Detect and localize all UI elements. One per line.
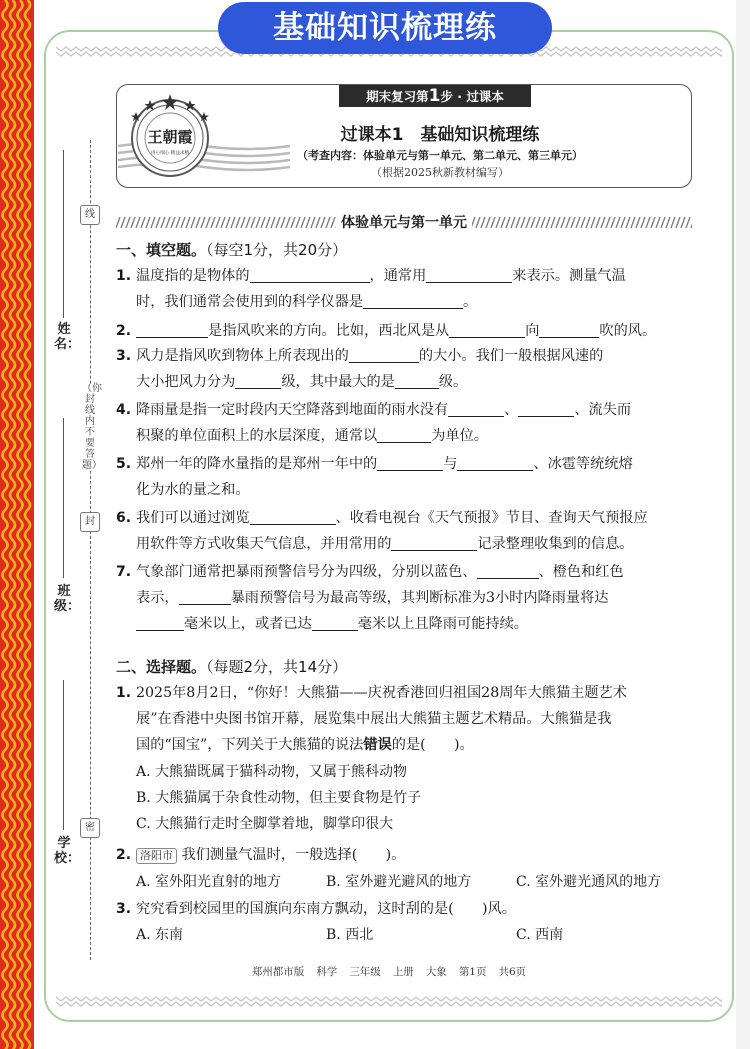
question-item (116, 397, 696, 449)
choice-option-row (136, 869, 696, 895)
answer-blank[interactable] (136, 614, 184, 631)
question-text-line: 郑州一年的降水量指的是郑州一年中的 与 、冰雹等统统熔 (136, 456, 633, 472)
question-text-line: 我们可以通过浏览 、收看电视台《天气预报》节目、查询天气预报应 (136, 510, 648, 526)
footer-item: 郑州都市版 (251, 966, 305, 978)
question-number: 1. (116, 268, 132, 284)
question-text-line: 风力是指风吹到物体上所表现出的 的大小。我们一般根据风速的 (136, 348, 604, 364)
binding-mark-line: 线 (80, 205, 100, 225)
choice-option[interactable]: B. 西北 (326, 927, 374, 943)
answer-blank[interactable] (426, 266, 512, 283)
unit-title: 体验单元与第一单元 (336, 214, 472, 232)
choice-option-row (136, 922, 696, 948)
footer-item: 上册 (392, 966, 414, 978)
question-text-line: 降雨量是指一定时段内天空降落到地面的雨水没有 、 、流失而 (136, 402, 632, 418)
section-fill-points: （每空1分，共20分） (206, 241, 348, 259)
binding-mark-secret: 密 (80, 818, 100, 838)
footer-item: 科学 (316, 966, 338, 978)
answer-blank[interactable] (457, 454, 533, 471)
question-item (116, 318, 696, 344)
question-item (116, 343, 696, 395)
answer-blank[interactable] (250, 508, 336, 525)
logo-wordmark: 王朝霞 (147, 128, 193, 146)
question-text-line: 用软件等方式收集天气信息，并用常用的 记录整理收集到的信息。 (136, 536, 634, 552)
question-number: 6. (116, 510, 132, 526)
class-label: 班级： (54, 584, 81, 614)
page-footer (44, 964, 734, 979)
answer-blank[interactable] (449, 321, 525, 338)
answer-blank[interactable] (136, 321, 208, 338)
answer-blank[interactable] (377, 426, 431, 443)
answer-blank[interactable] (391, 534, 477, 551)
question-text-line: 温度指的是物体的 ，通常用 来表示。测量气温 (136, 268, 626, 284)
logo-motto: 用心细心 精益求精 (150, 151, 190, 156)
tab-suffix: 步 · 过课本 (440, 89, 504, 104)
decorative-wave-strip (0, 0, 34, 1049)
section-fill-heading (116, 240, 347, 260)
name-label: 姓名： (54, 322, 81, 352)
exam-scope: （考查内容：体验单元与第一单元、第二单元、第三单元） (297, 149, 583, 162)
answer-blank[interactable] (518, 400, 574, 417)
answer-blank[interactable] (250, 266, 370, 283)
question-item (116, 680, 696, 758)
question-text-line: 2025年8月2日，“你好！大熊猫——庆祝香港回归祖国28周年大熊猫主题艺术 (136, 685, 627, 701)
footer-item: 大象 (425, 966, 447, 978)
choice-option[interactable]: C. 大熊猫行走时全脚掌着地，脚掌印很大 (136, 816, 394, 832)
binding-mark-seal: 封 (80, 512, 100, 532)
question-text-line: 展”在香港中央图书馆开幕，展览集中展出大熊猫主题艺术精品。大熊猫是我 (136, 711, 612, 727)
class-field-line[interactable] (63, 418, 64, 578)
question-number: 3. (116, 901, 132, 917)
question-text-line: 大小把风力分为 级，其中最大的是 级。 (136, 374, 468, 390)
question-text-line: 洛阳市 我们测量气温时，一般选择( )。 (116, 842, 696, 868)
section-choice-heading (116, 657, 347, 677)
question-item (116, 505, 696, 557)
question-item (116, 263, 696, 315)
section-choice-points: （每题2分，共14分） (206, 658, 348, 676)
answer-blank[interactable] (235, 372, 281, 389)
name-field-line[interactable] (63, 150, 64, 318)
emphasis-text: 错误 (363, 737, 392, 753)
choice-option[interactable]: B. 室外避光避风的地方 (326, 874, 472, 890)
answer-blank[interactable] (349, 346, 419, 363)
question-text-line: 表示， 暴雨预警信号为最高等级，其判断标准为3小时内降雨量将达 (136, 590, 609, 606)
question-number: 3. (116, 348, 132, 364)
answer-blank[interactable] (377, 454, 443, 471)
brand-logo (124, 92, 216, 180)
footer-item: 第1页 (458, 966, 487, 978)
question-text-line: 时，我们通常会使用到的科学仪器是 。 (136, 294, 478, 310)
footer-item: 共6页 (498, 966, 527, 978)
answer-blank[interactable] (448, 400, 504, 417)
question-text-line: 气象部门通常把暴雨预警信号分为四级，分别以蓝色、 、橙色和红色 (136, 564, 624, 580)
question-text-line: 积聚的单位面积上的水层深度，通常以 为单位。 (136, 428, 488, 444)
question-number: 4. (116, 402, 132, 418)
answer-blank[interactable] (395, 372, 439, 389)
choice-option[interactable]: A. 东南 (136, 927, 184, 943)
region-tag: 洛阳市 (136, 848, 177, 864)
answer-blank[interactable] (312, 614, 358, 631)
question-text-line: 化为水的量之和。 (136, 482, 250, 498)
header-step-tab (339, 85, 531, 107)
answer-blank[interactable] (477, 562, 539, 579)
question-text-line: 究究看到校园里的国旗向东南方飘动，这时刮的是( )风。 (136, 901, 516, 917)
question-number: 2. (116, 847, 132, 863)
answer-blank[interactable] (179, 588, 231, 605)
binding-note: （你封线内不要答题） (82, 383, 102, 471)
footer-item: 三年级 (349, 966, 381, 978)
question-item (116, 842, 696, 868)
tab-step-number: 1 (428, 86, 441, 106)
section-choice-title: 二、选择题。 (116, 658, 207, 676)
zigzag-border-bottom (56, 994, 722, 1008)
answer-blank[interactable] (539, 321, 599, 338)
choice-option[interactable]: C. 室外避光通风的地方 (516, 874, 662, 890)
question-item (116, 896, 696, 922)
choice-option[interactable]: A. 大熊猫既属于猫科动物，又属于熊科动物 (136, 764, 408, 780)
question-item (116, 559, 696, 637)
answer-blank[interactable] (363, 292, 463, 309)
choice-option[interactable]: C. 西南 (516, 927, 564, 943)
choice-option[interactable]: A. 室外阳光直射的地方 (136, 874, 282, 890)
question-item (116, 451, 696, 503)
choice-option[interactable]: B. 大熊猫属于杂食性动物，但主要食物是竹子 (136, 790, 422, 806)
page-title: 过课本1 基础知识梳理练 (340, 125, 540, 145)
right-margin (736, 0, 750, 1049)
question-number: 5. (116, 456, 132, 472)
unit-heading (116, 214, 692, 232)
question-text-line: 国的“国宝”，下列关于大熊猫的说法错误的是( )。 (136, 737, 474, 753)
edition-note: （根据2025秋新教材编写） (371, 166, 509, 179)
question-number: 2. (116, 323, 132, 339)
question-text-line: 毫米以上，或者已达 毫米以上且降雨可能持续。 (116, 611, 696, 637)
page-banner-title: 基础知识梳理练 (218, 2, 552, 54)
school-field-line[interactable] (63, 680, 64, 830)
question-number: 1. (116, 685, 132, 701)
question-number: 7. (116, 564, 132, 580)
school-label: 学校： (54, 836, 81, 866)
section-fill-title: 一、填空题。 (116, 241, 207, 259)
question-text-line: 是指风吹来的方向。比如，西北风是从 向 吹的风。 (116, 318, 696, 344)
tab-prefix: 期末复习第 (366, 89, 429, 104)
